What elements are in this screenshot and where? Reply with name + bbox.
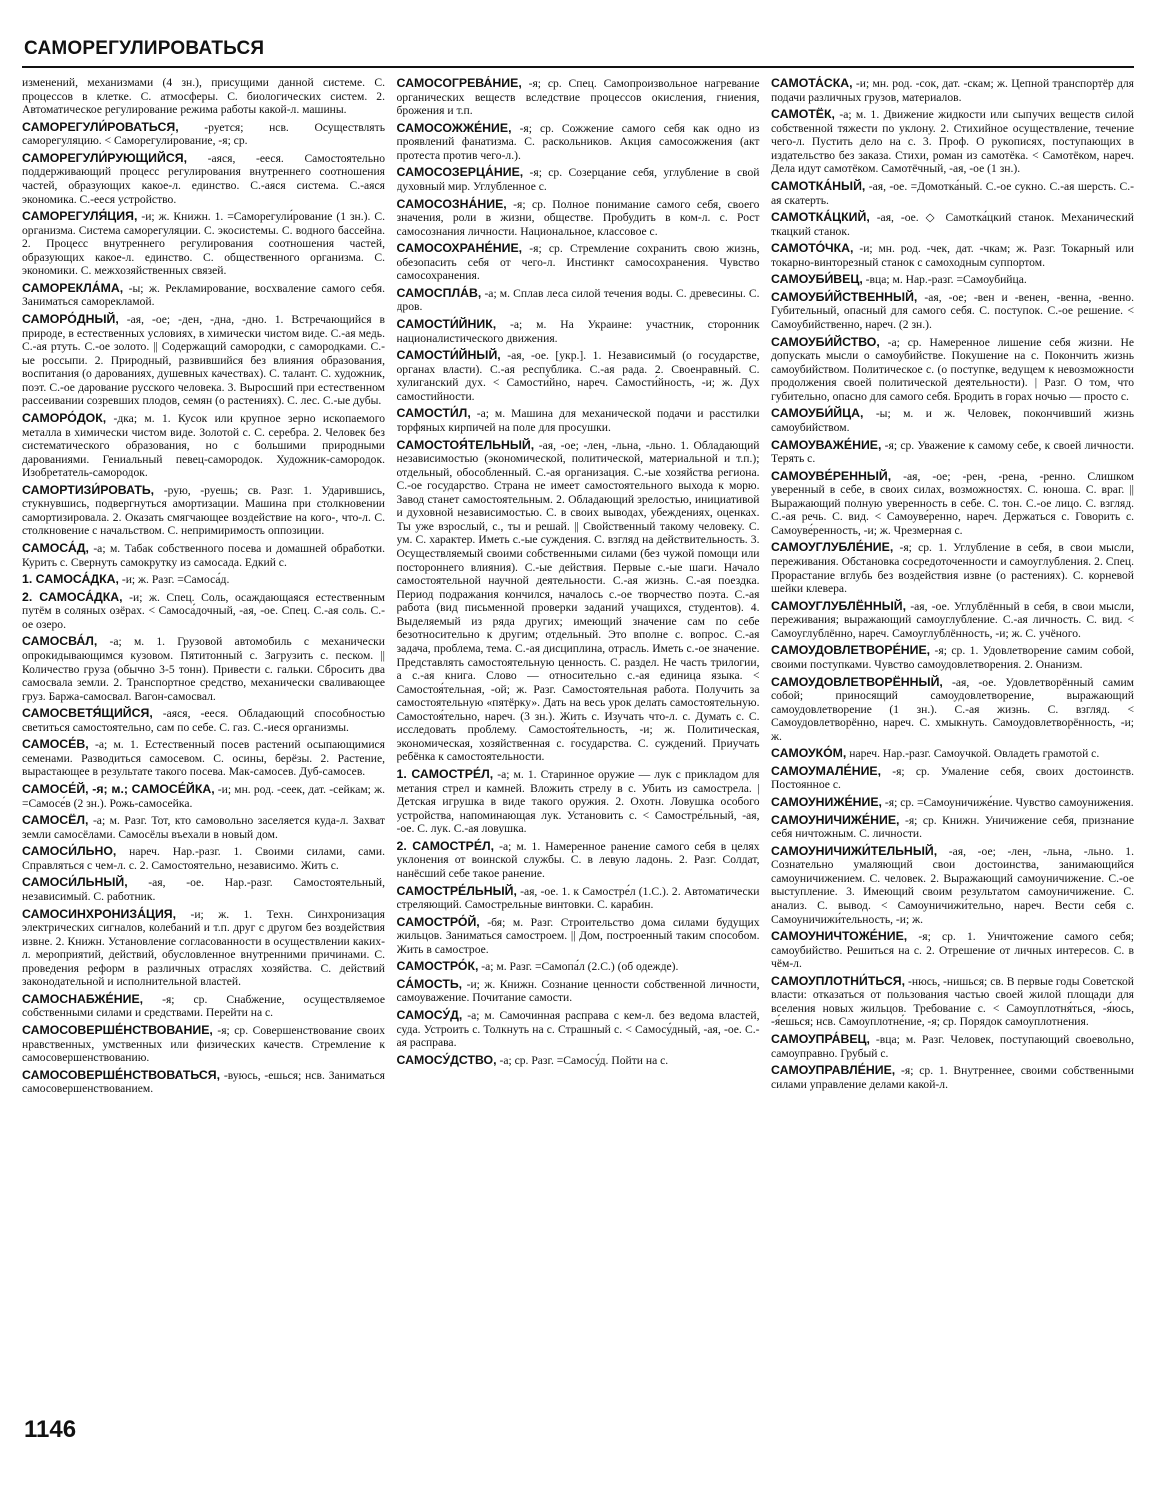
headword: САМОСОЗНА́НИЕ, [396,196,507,211]
dictionary-entry [22,907,385,989]
dictionary-entry [22,634,385,703]
dictionary-entry [397,839,760,881]
definition: -дка; м. 1. Кусок или крупное зерно ископаемого металла в химически чистом виде. Золотой с. С. серебра. 2. Человек без систематического образования, но с большими природными дарованиями. Гениальный певец-самородок. Художник-самородок. Изобретатель-самородок. [22,411,385,480]
running-head: САМОРЕГУЛИРОВАТЬСЯ [24,38,265,59]
dictionary-entry [397,1053,760,1068]
definition: -а; м. 1. Старинное оружие — лук с прикладом для метания стрел и камней. Вложить стрелу в с. Убить из самострела. | Детская игрушка в виде такого оружия. 2. Охотн. Ловушка особого устройства, напоминающая лук. Установить с. < Самостре́льный, -ая, -ое. С. лук. С.-ая ловушка. [396,768,760,836]
dictionary-entry [22,483,385,538]
headword: САМОУБИ́ЙЦА, [771,406,864,421]
headword: САМОУМАЛЕ́НИЕ, [771,763,882,778]
definition: -ая, -ое. =Домотка́ный. С.-ое сукно. С.-ая шерсть. С.-ая скатерть. [771,179,1134,207]
dictionary-entry [771,210,1134,238]
headword: САМОУПРАВЛЕ́НИЕ, [771,1063,896,1078]
dictionary-entry [22,590,385,632]
definition: -аяся, -ееся. Обладающий способностью светиться самостоятельно, сам по себе. С. газ. С.-иеся организмы. [22,707,385,734]
definition: -а; м. Самочинная расправа с кем-л. без ведома властей, суда. Устроить с. Толкнуть на с. Страшный с. < Самосу́дный, -ая, -ое. С.-ая расправа. [396,1009,760,1050]
headword: САМОСИ́ЛЬНО, [22,844,117,859]
headword: САМОТО́ЧКА, [771,241,854,256]
definition: -а; м. 1. Намеренное ранение самого себя в целях уклонения от воинской службы. С. в левую ладонь. 2. Разг. Солдат, нанёсший себе такое ранение. [396,839,760,880]
definition: -а; м. Табак собственного посева и домашней обработки. Курить с. Свернуть самокрутку из самосада. Едкий с. [22,542,385,569]
headword: САМОСТРО́К, [396,959,479,974]
definition: нареч. Нар.-разг. Самоучкой. Овладеть грамотой с. [849,747,1100,761]
headword: САМОСУ́ДСТВО, [396,1052,497,1067]
headword: САМОСЁЛ, [22,813,89,828]
dictionary-entry [771,764,1134,792]
definition: -я; ср. 1. Уничтожение самого себя; самоубийство. Решиться на с. 2. Отрешение от личных интересов. С. в чём-л. [771,930,1134,971]
dictionary-entry [22,1023,385,1065]
headword: 2. САМОСА́ДКА, [22,589,123,604]
definition: -аяся, -ееся. Самостоятельно поддерживающий процесс регулирования внутреннего соотношения частей, образующих какое-л. единство. С.-аяся система. С.-аяся экономика. С.-ееся устройство. [22,151,385,206]
dictionary-entry [771,241,1134,269]
headword: САМОРО́ДОК, [22,410,107,425]
definition: -я; ср. Совершенствование своих нравственных, умственных или физических качеств. Стремление к самосовершенствованию. [22,1024,385,1065]
definition: -я; ср. 1. Удовлетворение самим собой, своими поступками. Чувство самоудовлетворения. 2. Онанизм. [771,644,1134,671]
page-number: 1146 [24,1416,77,1443]
headword: САМОСТРО́Й, [396,914,480,929]
dictionary-entry [22,76,385,117]
definition: -ая, -ое; -лен, -льна, -льно. 1. Сознательно умаляющий свои достоинства, занимающийся самоуничижением. С. человек. 2. Выражающий самоуничижение. С.-ое выступление. 3. Имеющий своим результатом самоуничижение. С. анализ. С. вывод. < Самоуничижи́тельно, нареч. Вести себя с. Самоуничижи́тельность, -и; ж. [771,844,1134,926]
definition: -а; ср. Разг. =Самосу́д. Пойти на с. [499,1053,669,1067]
dictionary-entry [397,915,760,957]
headword: САМОСВА́Л, [22,634,98,649]
headword: САМОУВАЖЕ́НИЕ, [771,437,882,452]
definition: изменений, механизмами (4 зн.), присущими данной системе. С. процессов в клетке. С. атмосферы. С. биологических систем. 2. Автоматическое регулирование режима работы какой-л. машины. [22,76,385,117]
dictionary-entry [397,1008,760,1050]
dictionary-entry [22,706,385,734]
dictionary-entry [22,541,385,569]
headword: СА́МОСТЬ, [396,976,463,991]
dictionary-entry [22,151,385,206]
definition: -и; мн. род. -сок, дат. -скам; ж. Цепной транспортёр для подачи различных грузов, материалов. [771,77,1134,104]
definition: -вуюсь, -ешься; нсв. Заниматься самосовершенствованием. [22,1068,385,1096]
definition: -ая, -ое. Удовлетворённый самим собой; приносящий самоудовлетворение, выражающий самоудовлетворение (1 зн.). С.-ая жизнь. С. взгляд. < Самоудовлетворённо, нареч. С. хмыкнуть. Самоудовлетворённость, -и; ж. [771,675,1134,743]
headword: САМОУВЕ́РЕННЫЙ, [771,468,892,483]
dictionary-entry [22,844,385,872]
dictionary-entry [397,286,760,314]
dictionary-entry [22,1068,385,1096]
column-1 [22,76,385,1416]
headword: САМОРЕГУЛИ́РОВАТЬСЯ, [22,119,179,134]
dictionary-entry [771,335,1134,404]
definition: -я; ср. Книжн. Уничижение себя, признание себя ничтожным. С. личности. [771,813,1134,841]
dictionary-entry [771,76,1134,104]
headword: САМОСВЕТЯ́ЩИЙСЯ, [22,706,153,721]
dictionary-entry [771,438,1134,466]
definition: -я; ср. Полное понимание самого себя, своего значения, роли в жизни, обществе. Пробудить в ком-л. с. Рост самосознания личности. Национальное, классовое с. [396,197,760,238]
definition: -бя; м. Разг. Строительство дома силами будущих жильцов. Заниматься самостроем. || Дом, построенный таким способом. Жить в самострое. [396,915,760,956]
headword: САМОТЁК, [771,107,835,122]
definition: -и; ж. 1. Техн. Синхронизация электрических сигналов, колебаний и т.п. друг с другом без воздействия извне. 2. Книжн. Установление согласованности в осуществлении каких-л. мероприятий, действий, обусловленное внутренними причинами. С. проведения реформ в различных отраслях хозяйства. С. действий законодательной и исполнительной властей. [22,907,385,989]
headword: САМОСОГРЕВА́НИЕ, [396,76,522,90]
dictionary-entry [22,737,385,779]
definition: -я; ср. Сожжение самого себя как одно из проявлений фанатизма. С. раскольников. Акция самосожжения (акт протеста против чего-л.). [396,121,760,162]
definition: -я; ср. Уважение к самому себе, к своей личности. Терять с. [771,438,1134,466]
headword: САМОУНИЧИЖИ́ТЕЛЬНЫЙ, [771,843,938,858]
dictionary-entry [397,884,760,912]
dictionary-entry [397,241,760,283]
definition: -и; ж. Спец. Соль, осаждающаяся естественным путём в соляных озёрах. < Самоса́дочный, -ая, -ое. Спец. С.-ая соль. С.-ое озеро. [22,590,385,631]
dictionary-entry [22,312,385,408]
definition: -вца; м. Нар.-разг. =Самоубийца. [865,273,1027,287]
definition: -я; ср. Созерцание себя, углубление в свой духовный мир. Углубленное с. [396,166,760,193]
definition: -я; ср. =Самоуничиже́ние. Чувство самоунижения. [884,796,1134,809]
header-rule [22,66,1134,68]
headword: САМОУБИ́ЙСТВЕННЫЙ, [771,289,918,304]
definition: -я; ср. 1. Внутреннее, своими собственными силами управление делами какой-л. [771,1064,1134,1091]
dictionary-entry [771,469,1134,538]
dictionary-entry [22,813,385,841]
headword: САМОСЕ́В, [22,737,89,752]
headword: САМОСОЖЖЕ́НИЕ, [396,120,512,135]
headword: САМОУБИ́ЙСТВО, [771,334,880,349]
definition: -ая, -ое; -ден, -дна, -дно. 1. Встречающийся в природе, в естественных условиях, в химически чистом виде. С.-ая медь. С.-ая ртуть. С.-ое золото. || Содержащий самородки, с самородками. С.-ые россыпи. 2. Природный, развившийся без влияния образования, воспитания (о дарованиях, душевных качествах). С. талант. С. художник, поэт. С.-ое дарование русского человека. 3. Выросший при естественном рассеивании созревших плодов, семян (о растениях). С. лес. С.-ые дубы. [22,313,385,408]
headword: САМОСТОЯ́ТЕЛЬНЫЙ, [396,437,535,452]
headword: САМОСИНХРОНИЗА́ЦИЯ, [22,906,177,921]
dictionary-entry [397,165,760,193]
definition: -ая, -ое; -рен, -рена, -ренно. Слишком уверенный в себе, в своих силах, возможностях. С. юноша. С. враг. || Выражающий полную уверенность в себе. С. тон. С.-ое лицо. С. взгляд. С.-ая речь. С. вид. < Самоуве́ренно, нареч. Держаться с. Говорить с. Самоуве́ренность, -и; ж. Чрезмерная с. [771,469,1134,537]
dictionary-entry [771,675,1134,744]
headword: САМОСА́Д, [22,541,89,555]
definition: -ая, -ое. Углублённый в себя, в свои мысли, переживания; выражающий самоуглубление. С.-ая личность. С. вид. < Самоуглублённо, нареч. Самоуглублённость, -и; ж. С. учёного. [771,599,1134,640]
dictionary-entry [771,540,1134,595]
definition: -и; ж. Разг. =Самоса́д. [121,573,230,587]
dictionary-entry [22,572,385,587]
dictionary-entry [22,209,385,278]
definition: -а; м. Разг. Тот, кто самовольно заселяется куда-л. Захват земли самосёлами. Самосёлы въехали в новый дом. [22,814,385,841]
definition: -а; м. 1. Грузовой автомобиль с механически опрокидывающимся кузовом. Пятитонный с. Загрузить с. песком. || Количество груза (обычно 3-5 тонн). Привести с. гальки. Сбросить два самосвала земли. 2. Транспортное средство, механически сваливающее груз. Баржа-самосвал. Вагон-самосвал. [22,635,385,703]
dictionary-entry [771,844,1134,926]
headword: САМОСОВЕРШЕ́НСТВОВАНИЕ, [22,1023,213,1037]
dictionary-entry [397,317,760,345]
headword: САМОТА́СКА, [771,76,853,90]
dictionary-entry [771,746,1134,761]
dictionary-entry [22,281,385,309]
headword: САМОРО́ДНЫЙ, [22,312,119,326]
headword: 1. САМОСА́ДКА, [22,572,119,587]
headword: САМОУПРА́ВЕЦ, [771,1032,870,1046]
dictionary-entry [771,290,1134,332]
headword: САМОУДОВЛЕТВОРЁННЫЙ, [771,674,943,689]
headword: САМОУНИЧИЖЕ́НИЕ, [771,812,900,827]
headword: САМОСТИ́ЙНИК, [396,317,497,331]
dictionary-entry [397,197,760,239]
definition: -я; ср. Стремление сохранить свою жизнь, обезопасить себя от чего-л. Инстинкт самосохранения. Чувство самосохранения. [396,242,760,283]
definition: -а; м. Сплав леса силой течения воды. С. древесины. С. дров. [396,286,760,314]
dictionary-entry [771,272,1134,287]
headword: САМОТКА́ЦКИЙ, [771,210,870,225]
headword: САМОУДОВЛЕТВОРЕ́НИЕ, [771,643,931,658]
headword: САМОСОХРАНЕ́НИЕ, [396,241,523,256]
headword: САМОСОВЕРШЕ́НСТВОВАТЬСЯ, [22,1067,221,1082]
dictionary-entry [771,813,1134,841]
dictionary-entry [22,782,385,810]
dictionary-columns [22,76,1134,1416]
dictionary-entry [397,438,760,765]
definition: -рую, -руешь; св. Разг. 1. Ударившись, стукнувшись, подвергнуться амортизации. Машина при столкновении самортизировала. 2. Оказать смягчающее воздействие на кого-, что-л. С. столкновение с начальством. С. непримиримость оппозиции. [22,483,385,538]
definition: нареч. Нар.-разг. 1. Своими силами, сами. Справляться с чем-л. с. 2. Самостоятельно, независимо. Жить с. [22,845,385,872]
headword: САМОСНАБЖЕ́НИЕ, [22,991,144,1006]
definition: -а; м. На Украине: участник, сторонник националистического движения. [396,318,760,345]
headword: САМОУБИ́ВЕЦ, [771,272,863,287]
headword: САМОСТИ́ЙНЫЙ, [396,348,501,363]
dictionary-entry [397,121,760,163]
definition: -я; ср. Умаление себя, своих достоинств. Постоянное с. [771,764,1134,792]
headword: САМОУНИЧТОЖЕ́НИЕ, [771,929,908,944]
dictionary-entry [397,977,760,1005]
headword: САМОТКА́НЫЙ, [771,178,866,193]
definition: -ая, -ое; -вен и -венен, -венна, -венно. Губительный, опасный для самого себя. С. поступок. С.-ое решение. < Самоубийственно, нареч. (2 зн.). [771,290,1134,331]
definition: -а; м. Машина для механической подачи и расстилки торфяных кирпичей на поле для просушки. [396,407,760,434]
dictionary-entry [771,974,1134,1029]
definition: -ая, -ое. ◇ Самотка́цкий станок. Механический ткацкий станок. [771,211,1134,238]
headword: САМОРЕГУЛИ́РУЮЩИЙСЯ, [22,150,187,165]
definition: -нюсь, -нишься; св. В первые годы Советской власти: отказаться от пользования частью своей жилой площади для вселения новых жильцов. Требование с. < Самоуплотня́ться, -я́юсь, -я́ешься; нсв. Самоуплотне́ние, -я; ср. Порядок самоуплотнения. [771,974,1134,1029]
definition: -ы; м. и ж. Человек, покончивший жизнь самоубийством. [771,407,1134,434]
dictionary-entry [771,599,1134,641]
dictionary-entry [397,767,760,836]
definition: -и; мн. род. -сеек, дат. -сейкам; ж. =Самосе́в (2 зн.). Рожь-самосейка. [22,783,385,810]
dictionary-entry [397,406,760,434]
dictionary-entry [771,929,1134,971]
dictionary-entry [397,76,760,118]
dictionary-entry [397,959,760,974]
headword: САМОСИ́ЛЬНЫЙ, [22,875,128,890]
headword: САМОУПЛОТНИ́ТЬСЯ, [771,973,906,988]
definition: -ая, -ое; -лен, -льна, -льно. 1. Обладающий независимостью (экономической, политической, материальной и т.п.); отдельный, обособленный. С.-ая организация. С.-ые хозяйства региона. С.-ое государство. Страна не имеет самостоятельного выхода к морю. Завод станет самостоятельным. 2. Обладающий зрелостью, инициативой и духовной независимостью. С. в своих выводах, убеждениях, оценках. Ты уже взрослый, с., ты и решай. || Свойственный такому человеку. С. ум. С. характер. Иметь с.-ые суждения. С. взгляд на действительность. 3. Осуществляемый своими собственными силами (без чужой помощи или постороннего влияния). С.-ые действия. Первые с.-ые шаги. Начало самостоятельной научной деятельности. С.-ая жизнь. С.-ая поездка. Период подражания кончился, началось с.-ое творчество поэта. С.-ая работа (вид письменной проверки заданий учащихся, студентов). 4. Выделяемый из ряда других; имеющий значение сам по себе безотносительно к другим; отдельный. Это вполне с. вопрос. С.-ая задача, проблема, тема. С.-ая дисциплина, отрасль. Иметь с.-ое значение. Представлять самостоятельную ценность. С. раздел. Не часть трилогии, а с.-ая книга. Слово — относительно с.-ая единица языка. < Самостоя́тельная, -ой; ж. Разг. Самостоятельная работа. Получить за самостоятельную «пятёрку». Дать на весь урок делать самостоятельную. Самостоя́тельно, нареч. (3 зн.). Жить с. Изучать что-л. с. Думать с. С. исследовать проблему. Самостоя́тельность, -и; ж. Политическая, экономическая, хозяйственная с. государства. С. суждений. Приучать ребёнка к самостоятельности. [396,438,760,764]
dictionary-entry [771,1063,1134,1091]
dictionary-entry [771,643,1134,671]
headword: САМОСТИ́Л, [396,406,471,421]
headword: САМОСУ́Д, [396,1008,463,1022]
dictionary-entry [771,795,1134,810]
definition: -и; мн. род. -чек, дат. -чкам; ж. Разг. Токарный или токарно-винторезный станок с самоходным суппортом. [771,242,1134,269]
definition: -руется; нсв. Осуществлять саморегуляцию. < Саморегули́рование, -я; ср. [22,120,385,148]
dictionary-entry [22,411,385,480]
definition: -ая, -ое. Нар.-разг. Самостоятельный, независимый. С. работник. [22,876,385,903]
dictionary-entry [771,406,1134,434]
headword: САМОСПЛА́В, [396,285,482,300]
headword: САМОУГЛУБЛЁННЫЙ, [771,598,906,613]
headword: САМОРТИЗИ́РОВАТЬ, [22,482,155,497]
headword: 1. САМОСТРЕ́Л, [396,767,494,781]
headword: САМОСТРЕ́ЛЬНЫЙ, [396,883,517,898]
definition: -а; м. Разг. =Самопа́л (2.С.) (об одежде). [481,960,679,974]
definition: -ы; ж. Рекламирование, восхваление самого себя. Заниматься саморекламой. [22,281,385,309]
dictionary-entry [22,875,385,903]
dictionary-entry [771,1032,1134,1060]
headword: САМОУНИЖЕ́НИЕ, [771,795,882,809]
column-2 [397,76,760,1416]
headword: САМОУГЛУБЛЕ́НИЕ, [771,540,894,555]
headword: САМОСОЗЕРЦА́НИЕ, [396,165,524,180]
definition: -и; ж. Книжн. Сознание ценности собственной личности, самоуважение. Почитание самости. [396,977,760,1005]
definition: -я; ср. 1. Углубление в себя, в свои мысли, переживания. Обстановка сосредоточенности и самоуглубления. 2. Спец. Прорастание вглубь без воздействия извне (о растениях). С. корневой шейки клевера. [771,541,1134,596]
definition: -я; ср. Спец. Самопроизвольное нагревание органических веществ вследствие процессов окисления, гниения, брожения и т.п. [396,77,760,118]
headword: САМОУКО́М, [771,746,847,761]
dictionary-entry [397,348,760,403]
definition: -а; м. 1. Естественный посев растений осыпающимися семенами. Разводиться самосевом. С. осины, берёзы. 2. Растение, вырастающее в результате такого посева. Мак-самосев. Дуб-самосев. [22,738,385,779]
headword: 2. САМОСТРЕ́Л, [396,838,495,853]
definition: -а; ср. Намеренное лишение себя жизни. Не допускать мысли о самоубийстве. Покушение на с. Покончить жизнь самоубийством. Политическое с. (о поступке, ведущем к невозможности продолжения своей политической деятельности). | Разг. О том, что губительно, опасно для самого себя. Бродить в горах ночью — просто с. [771,335,1134,403]
definition: -ая, -ое. 1. к Самостре́л (1.С.). 2. Автоматически стреляющий. Самострельные винтовки. С. карабин. [396,884,760,912]
column-3 [771,76,1134,1416]
dictionary-entry [771,107,1134,176]
headword: САМОСЕ́Й, -я; м.; САМОСЕ́ЙКА, [22,782,215,796]
headword: САМОРЕГУЛЯ́ЦИЯ, [22,209,138,224]
dictionary-entry [22,120,385,148]
dictionary-entry [22,992,385,1020]
definition: -и; ж. Книжн. 1. =Саморегули́рование (1 зн.). С. организма. Система саморегуляции. С. экосистемы. С. водного бассейна. 2. Процесс внутреннего регулирования соотношения частей, образующих какое-л. единство. С. общественного организма. С. экономики. С. межхозяйственных связей. [22,210,385,278]
definition: -вца; м. Разг. Человек, поступающий своевольно, самоуправно. Грубый с. [771,1033,1134,1060]
definition: -а; м. 1. Движение жидкости или сыпучих веществ силой собственной тяжести по уклону. 2. Стихийное осуществление, течение чего-л. Пустить дело на с. 3. Проф. О рукописях, поступающих в издательство без заказа. Стихи, роман из самотёка. < Самотёком, нареч. Дела идут самотёком. Самотёчный, -ая, -ое (1 зн.). [771,108,1134,176]
headword: САМОРЕКЛА́МА, [22,280,124,295]
dictionary-entry [771,179,1134,207]
definition: -ая, -ое. [укр.]. 1. Независимый (о государстве, органах власти). С.-ая республика. С.-ая рада. 2. Своенравный. С. хулиганский дух. < Самости́йно, нареч. Самости́йность, -и; ж. Дух самостийности. [396,349,760,403]
definition: -я; ср. Снабжение, осуществляемое собственными силами и средствами. Перейти на с. [22,992,385,1020]
